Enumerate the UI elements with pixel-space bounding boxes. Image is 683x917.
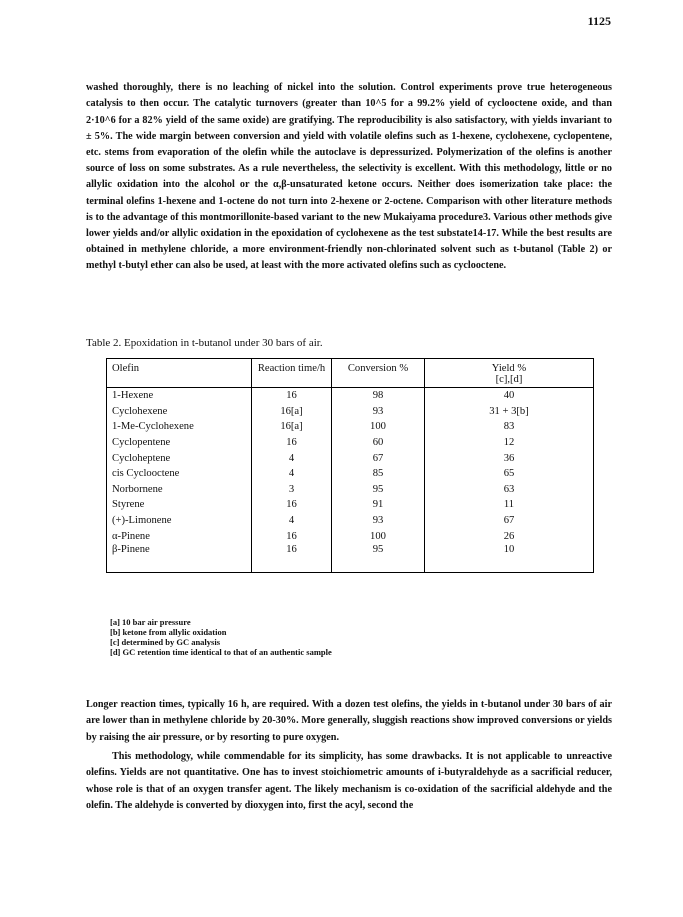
olefin-cell: Cyclohexene [107,404,252,420]
olefin-cell: Norbornene [107,482,252,498]
olefin-cell: β-Pinene [107,544,252,573]
conversion-cell: 98 [332,388,425,404]
footnote: [c] determined by GC analysis [110,637,221,647]
table-footnotes [110,617,332,657]
reaction-time-cell: 16 [252,544,332,573]
yield-cell: 31 + 3[b] [425,404,594,420]
conversion-cell: 60 [332,435,425,451]
paragraph-1: washed thoroughly, there is no leaching of nickel into the solution. Control experiments prove true heterogeneous catalysis to then occur. The catalytic turnovers (greater than 10^5 for a 99.2% yield of cyclooctene oxide, and than 2·10^6 for a 82% yield of the same oxide) are gratifying. The reproducibility is also satisfactory, with yields invariant to ± 5%. The wide margin between conversion and yield with volatile olefins such as 1-hexene, cyclohexene, cyclopentene, etc. stems from evaporation of the olefin while the autoclave is depressurized. Polymerization of the olefins is another source of loss on some substrates. As a rule nevertheless, the selectivity is excellent. With this methodology, little or no allylic oxidation into the alcohol or the α,β-unsaturated ketone occurs. Neither does isomerization take place: the terminal olefins 1-hexene and 1-octene do not turn into 2-hexene or 2-octene. Comparison with other literature methods is to the advantage of this montmorillonite-based variant to the new Mukaiyama procedure3. Various other methods give lower yields and/or allylic oxidation in the epoxidation of cyclohexene as the test substate14-17. While the best results are obtained in methylene chloride, a more environment-friendly non-chlorinated solvent such as t-butanol (Table 2) or methyl t-butyl ether can also be used, at least with the more activated olefins such as cyclooctene. [86,82,612,272]
table-row [107,482,594,498]
paragraph-3: This methodology, while commendable for its simplicity, has some drawbacks. It is not applicable to unreactive olefins. Yields are not quantitative. One has to invest stoichiometric amounts of i-butyraldehyde as a sacrificial reducer, whose role is that of an oxygen transfer agent. The likely mechanism is co-oxidation of the sacrificial aldehyde and the olefin. The aldehyde is converted by dioxygen into, first the acyl, second the [86,751,612,811]
yield-cell: 12 [425,435,594,451]
yield-cell: 36 [425,450,594,466]
footnote: [b] ketone from allylic oxidation [110,627,227,637]
conversion-cell: 95 [332,482,425,498]
results-table [106,358,594,573]
footnote: [d] GC retention time identical to that of an authentic sample [110,647,332,657]
header-yield [425,359,594,388]
paragraph-2: Longer reaction times, typically 16 h, are required. With a dozen test olefins, the yields in t-butanol under 30 bars of air are lower than in methylene chloride by 20-30%. More generally, sluggish reactions show improved conversions or yields by raising the air pressure, or by resorting to pure oxygen. [86,699,612,743]
olefin-cell: Cyclopentene [107,435,252,451]
yield-cell: 65 [425,466,594,482]
table-row [107,419,594,435]
reaction-time-cell: 16 [252,497,332,513]
conversion-cell: 100 [332,419,425,435]
conversion-cell: 67 [332,450,425,466]
table-row [107,450,594,466]
reaction-time-cell: 4 [252,513,332,529]
yield-cell: 40 [425,388,594,404]
conversion-cell: 100 [332,528,425,544]
table-row [107,528,594,544]
olefin-cell: cis Cyclooctene [107,466,252,482]
reaction-time-cell: 16 [252,388,332,404]
reaction-time-cell: 3 [252,482,332,498]
reaction-time-cell: 16[a] [252,404,332,420]
header-yield-footnotes: [c],[d] [495,374,523,385]
olefin-cell: α-Pinene [107,528,252,544]
table-row [107,513,594,529]
yield-cell: 10 [425,544,594,573]
header-olefin: Olefin [107,359,252,388]
table-caption: Table 2. Epoxidation in t-butanol under 30 bars of air. [86,337,323,349]
conversion-cell: 93 [332,513,425,529]
reaction-time-cell: 4 [252,466,332,482]
olefin-cell: Cycloheptene [107,450,252,466]
conversion-cell: 93 [332,404,425,420]
conversion-cell: 95 [332,544,425,573]
yield-cell: 11 [425,497,594,513]
conversion-cell: 85 [332,466,425,482]
table-row [107,466,594,482]
olefin-cell: 1-Me-Cyclohexene [107,419,252,435]
conversion-cell: 91 [332,497,425,513]
reaction-time-cell: 4 [252,450,332,466]
yield-cell: 63 [425,482,594,498]
table-row [107,544,594,573]
olefin-cell: Styrene [107,497,252,513]
yield-cell: 83 [425,419,594,435]
olefin-cell: (+)-Limonene [107,513,252,529]
reaction-time-cell: 16[a] [252,419,332,435]
table-row [107,435,594,451]
table-row [107,388,594,404]
header-reaction-time: Reaction time/h [252,359,332,388]
header-yield-label: Yield % [491,363,527,374]
yield-cell: 67 [425,513,594,529]
olefin-cell: 1-Hexene [107,388,252,404]
reaction-time-cell: 16 [252,435,332,451]
header-conversion: Conversion % [332,359,425,388]
yield-cell: 26 [425,528,594,544]
table-row [107,404,594,420]
page-number: 1125 [587,14,611,28]
table-row [107,497,594,513]
footnote: [a] 10 bar air pressure [110,617,191,627]
reaction-time-cell: 16 [252,528,332,544]
